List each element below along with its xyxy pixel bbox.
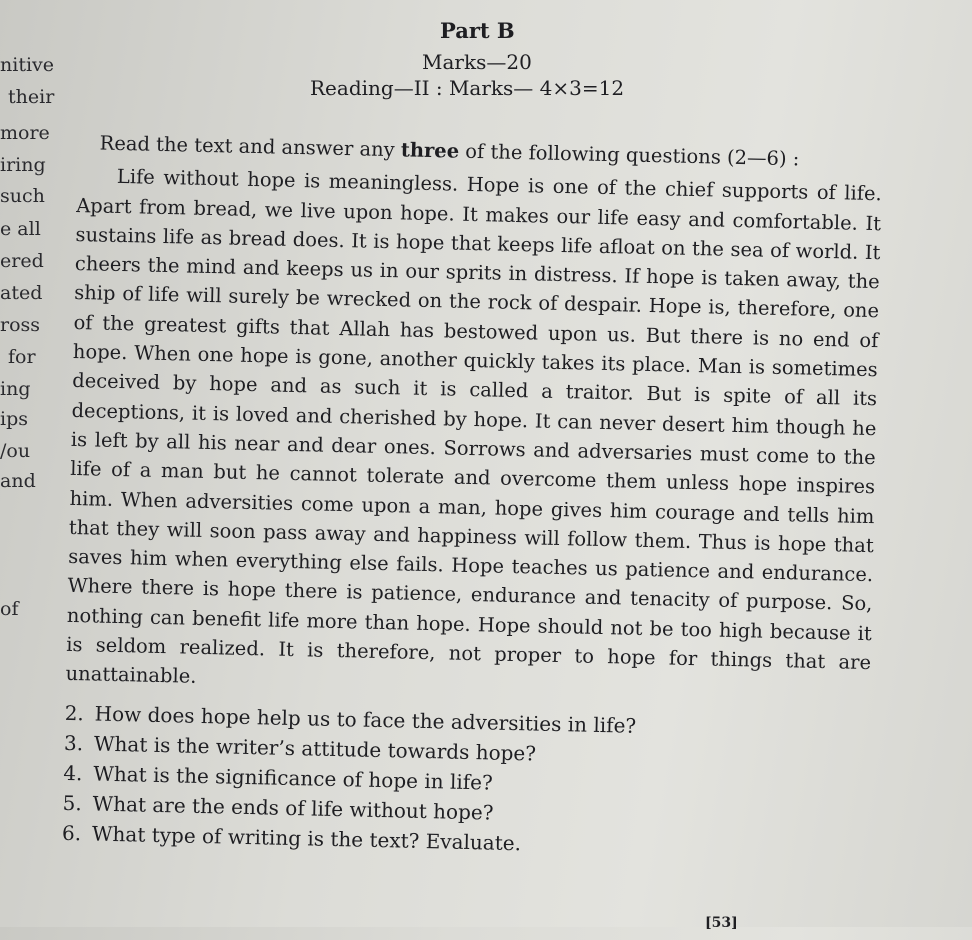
marks-heading: Marks—20 bbox=[422, 50, 532, 74]
margin-fragment: such bbox=[0, 185, 45, 207]
margin-fragment: iring bbox=[0, 154, 46, 176]
question-number: 4. bbox=[63, 760, 83, 785]
question-number: 3. bbox=[63, 730, 84, 755]
margin-fragment: ated bbox=[0, 282, 43, 304]
margin-fragment: nitive bbox=[0, 54, 55, 76]
question-number: 6. bbox=[61, 820, 82, 845]
content-block bbox=[62, 128, 883, 867]
question-text: What is the writer’s attitude towards hope? bbox=[93, 731, 537, 766]
question-number: 5. bbox=[62, 790, 83, 815]
page-number: [53] bbox=[705, 915, 738, 931]
margin-fragment: more bbox=[0, 122, 50, 144]
margin-fragment: their bbox=[8, 86, 55, 108]
reading-heading: Reading—II : Marks— 4×3=12 bbox=[310, 76, 625, 100]
question-text: What is the significance of hope in life? bbox=[93, 761, 494, 795]
margin-fragment: e all bbox=[0, 218, 41, 240]
question-text: What are the ends of life without hope? bbox=[92, 791, 494, 825]
margin-fragment: /ou bbox=[0, 440, 31, 462]
question-number: 2. bbox=[64, 700, 85, 725]
margin-fragment: ips bbox=[0, 408, 28, 430]
instruction-post: of the following questions (2—6) : bbox=[458, 139, 800, 171]
margin-fragment: ing bbox=[0, 378, 31, 400]
margin-fragment: of bbox=[0, 598, 19, 620]
instruction-pre: Read the text and answer any bbox=[99, 131, 402, 162]
previous-page-margin bbox=[0, 40, 55, 940]
question-text: What type of writing is the text? Evaluate. bbox=[91, 821, 522, 855]
question-text: How does hope help us to face the adversities in life? bbox=[94, 701, 637, 738]
margin-fragment: ered bbox=[0, 250, 44, 272]
passage: Life without hope is meaningless. Hope is one of the chief supports of life. Apart from bread, we live upon hope. It makes our life easy and comfortable. It sustains life as bread does. It is hope that keeps life afloat on the sea of world. It cheers the mind and keeps us in our sprits in distress. If hope is taken away, the ship of life will surely be wrecked on the rock of despair. Hope is, therefore, one of the greatest gifts that Allah has bestowed upon us. But there is no end of hope. When one hope is gone, another quickly takes its place. Man is sometimes deceived by hope and as such it is called a traitor. But is spite of all its deceptions, it is loved and cherished by hope. It can never desert him though he is left by all his near and dear ones. Sorrows and adversaries must come to the life of a man but he cannot tolerate and overcome them unless hope inspires him. When adversities come upon a man, hope gives him courage and tells him that they will soon pass away and happiness will follow them. Thus is hope that saves him when everything else fails. Hope teaches us patience and endurance. Where there is hope there is patience, endurance and tenacity of purpose. So, nothing can benefit life more than hope. Hope should not be too high because it is seldom realized. It is therefore, not proper to hope for things that are unattainable. bbox=[65, 165, 882, 689]
margin-fragment: and bbox=[0, 470, 36, 492]
margin-fragment: ross bbox=[0, 314, 41, 336]
instruction-bold: three bbox=[400, 138, 460, 163]
question-list bbox=[62, 698, 870, 864]
part-heading: Part B bbox=[440, 18, 515, 43]
margin-fragment: for bbox=[8, 346, 36, 368]
